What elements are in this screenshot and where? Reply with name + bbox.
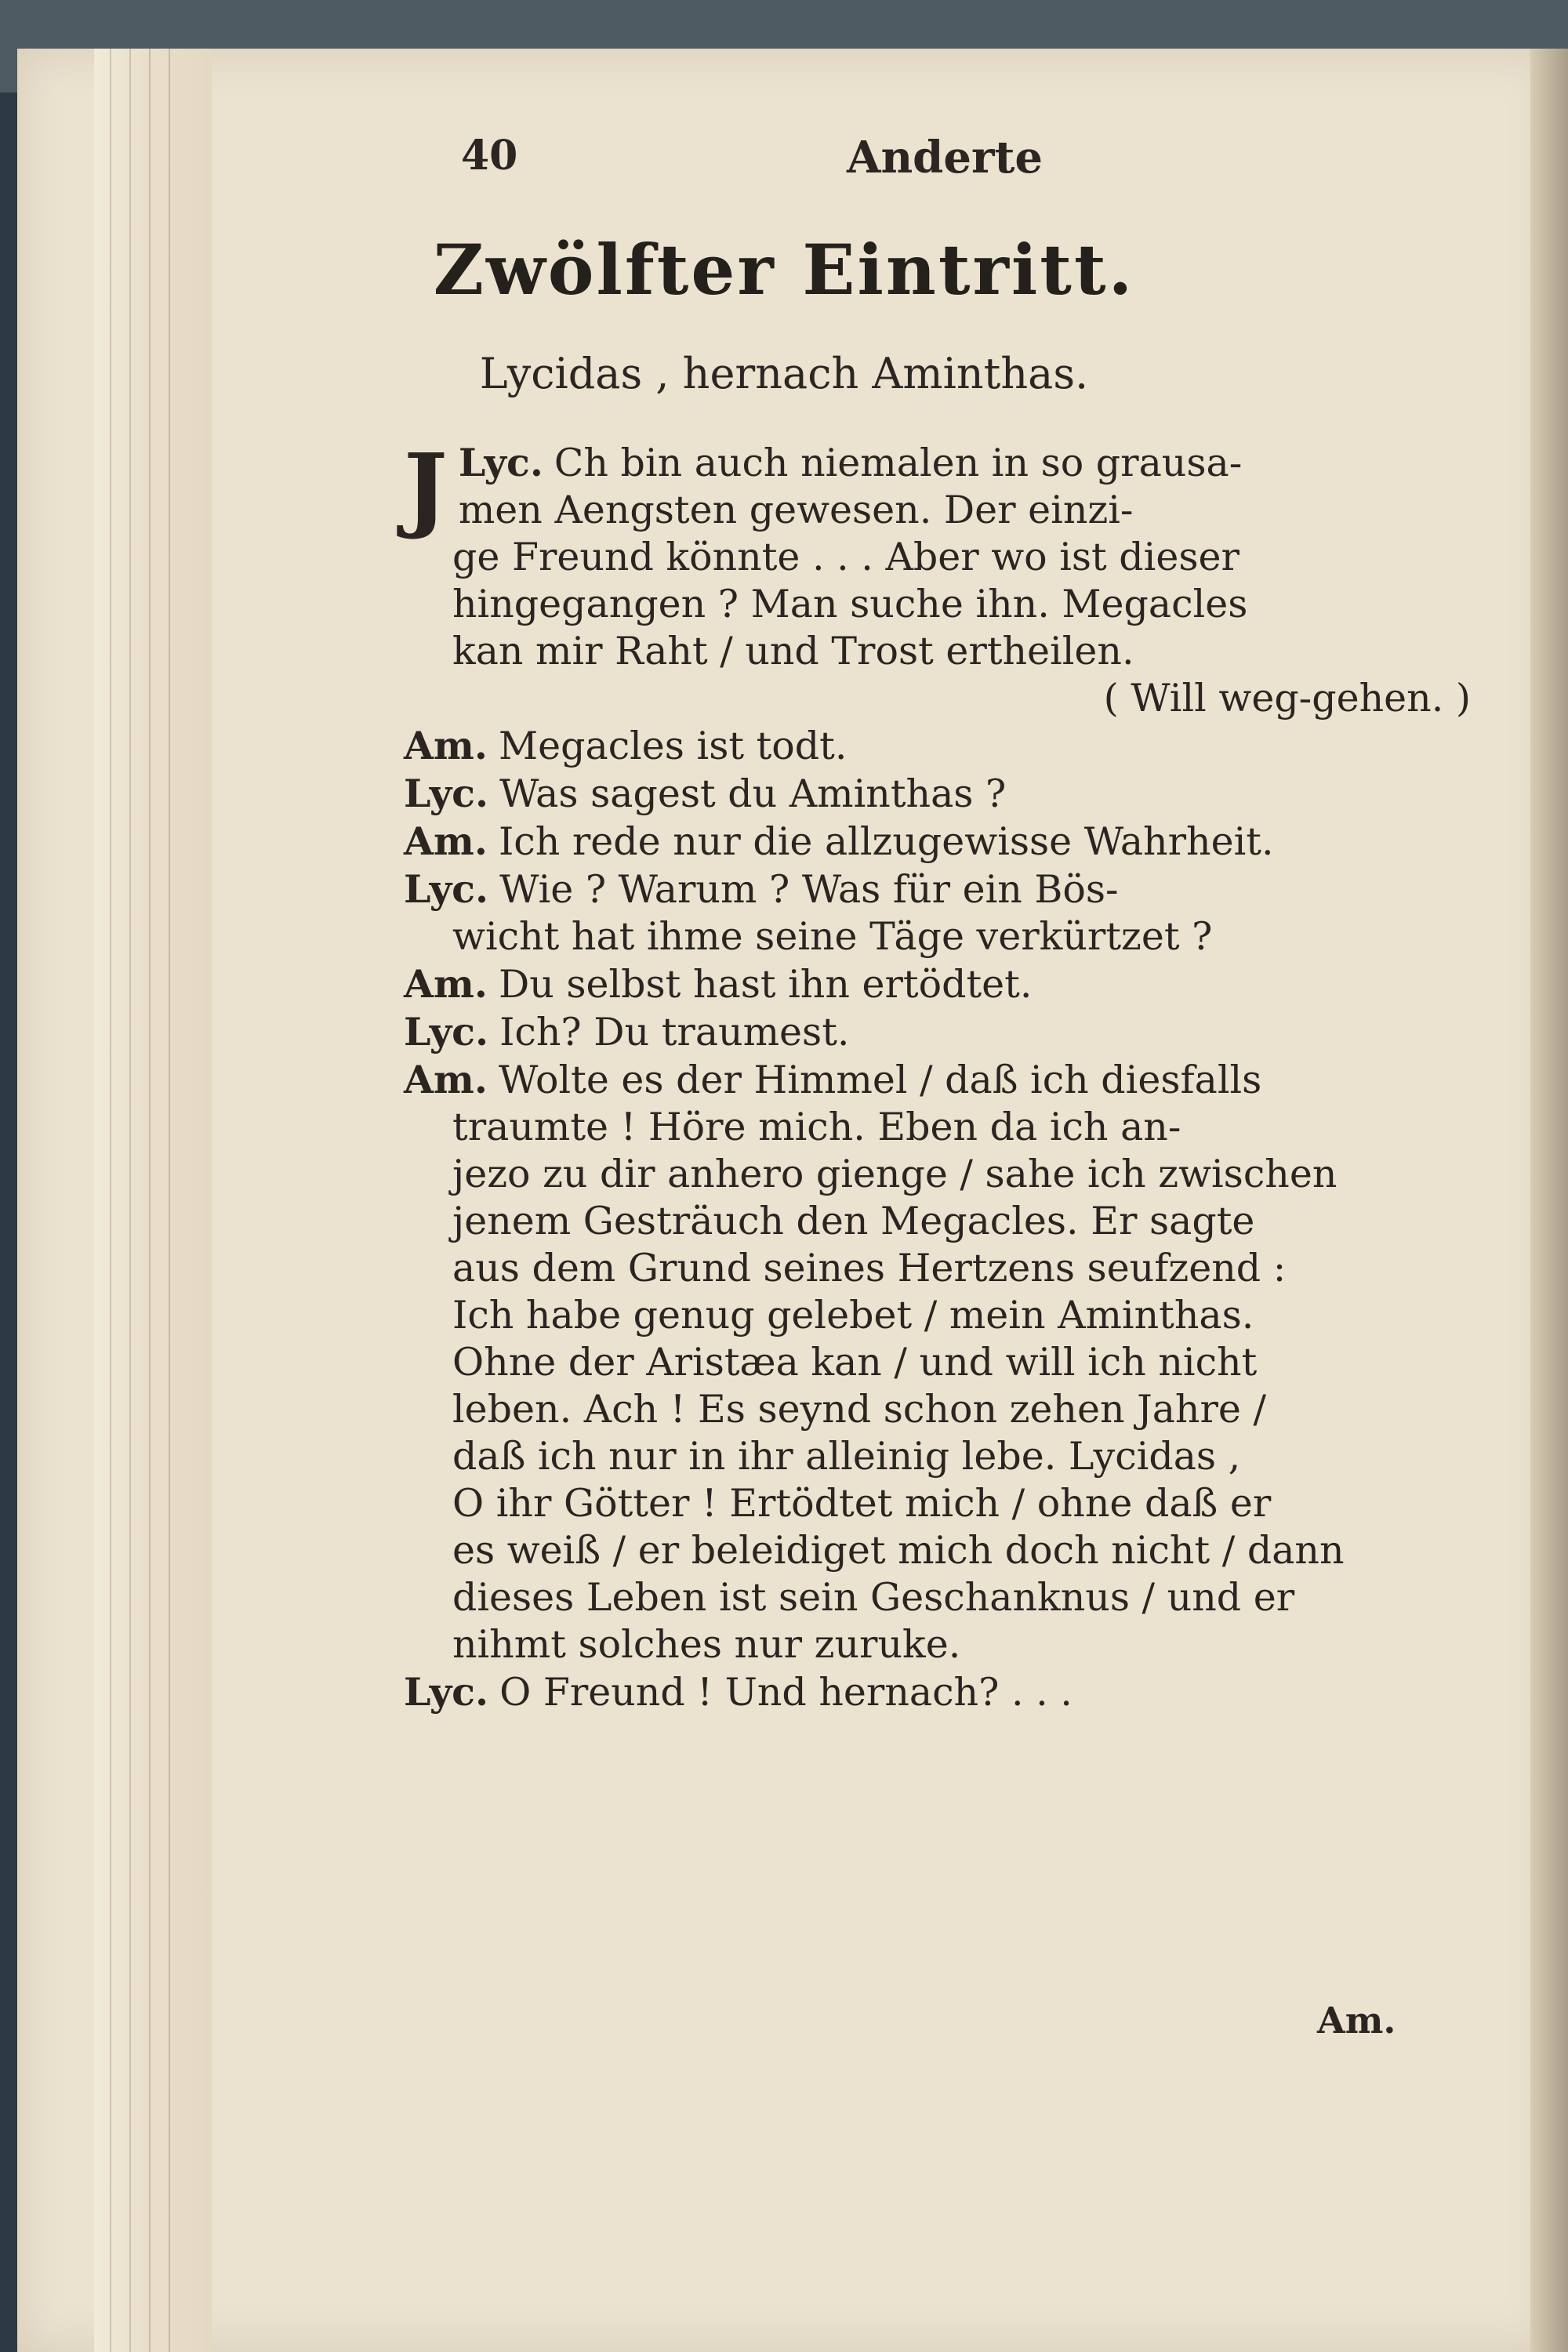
line-text: Wie ? Warum ? Was für ein Bös- — [499, 867, 1119, 912]
line-text: Ich? Du traumest. — [499, 1010, 850, 1054]
speech-block — [404, 722, 1474, 770]
line-text: aus dem Grund seines Hertzens seufzend : — [452, 1246, 1287, 1290]
speech-line — [404, 1008, 1474, 1056]
speaker-label: Am. — [404, 1057, 488, 1102]
speech-line — [404, 722, 1474, 770]
catchword: Am. — [1317, 1999, 1396, 2042]
speech-line — [404, 960, 1474, 1008]
line-text: men Aengsten gewesen. Der einzi- — [458, 488, 1134, 532]
speech-line — [404, 770, 1474, 818]
line-text: Was sagest du Aminthas ? — [499, 771, 1007, 816]
speech-block — [404, 433, 1474, 675]
speech-block — [404, 866, 1474, 960]
speech-block — [404, 1008, 1474, 1056]
scanner-backdrop — [0, 93, 17, 2352]
line-text: wicht hat ihme seine Täge verkürtzet ? — [452, 914, 1213, 959]
speech-line — [404, 628, 1474, 675]
speech-block — [404, 770, 1474, 818]
speech-line — [404, 1668, 1474, 1716]
speech-line — [404, 581, 1474, 628]
speaker-label: Lyc. — [404, 1009, 489, 1054]
line-text: es weiß / er beleidiget mich doch nicht / dann — [452, 1528, 1345, 1573]
speech-line — [404, 1104, 1474, 1151]
speech-line — [404, 1292, 1474, 1339]
speech-line — [404, 818, 1474, 866]
speech-line — [404, 1574, 1474, 1621]
speech-line — [404, 1339, 1474, 1386]
line-text: jenem Gesträuch den Megacles. Er sagte — [452, 1199, 1255, 1243]
speech-line — [404, 1245, 1474, 1292]
scene-title: Zwölfter Eintritt. — [433, 229, 1135, 310]
line-text: nihmt solches nur zuruke. — [452, 1622, 961, 1667]
speaker-label: Am. — [404, 723, 488, 768]
speech-line — [404, 1480, 1474, 1527]
speaker-label: Lyc. — [404, 866, 489, 912]
speech-line — [404, 487, 1474, 534]
speaker-label: Am. — [404, 961, 488, 1007]
line-text: O Freund ! Und hernach? . . . — [499, 1670, 1073, 1715]
line-text: kan mir Raht / und Trost ertheilen. — [452, 629, 1134, 673]
line-text: hingegangen ? Man suche ihn. Megacles — [452, 582, 1248, 626]
scene-cast: Lycidas , hernach Aminthas. — [479, 349, 1089, 398]
line-text: Wolte es der Himmel / daß ich diesfalls — [498, 1058, 1262, 1102]
line-text: Ch bin auch niemalen in so grausa- — [554, 441, 1243, 485]
line-text: traumte ! Höre mich. Eben da ich an- — [452, 1105, 1181, 1149]
speaker-label: Lyc. — [404, 1669, 489, 1715]
speech-line — [404, 1151, 1474, 1198]
speaker-label: Lyc. — [458, 440, 543, 485]
speech-line — [404, 1433, 1474, 1480]
line-text: Ohne der Aristæa kan / und will ich nicht — [452, 1340, 1258, 1385]
running-head — [0, 132, 1568, 194]
line-text: Megacles ist todt. — [498, 724, 848, 768]
speech-line — [404, 1527, 1474, 1574]
speech-line — [404, 1056, 1474, 1104]
line-text: O ihr Götter ! Ertödtet mich / ohne daß er — [452, 1481, 1272, 1526]
speech-block — [404, 818, 1474, 866]
dialogue-body — [404, 433, 1474, 1716]
line-text: leben. Ach ! Es seynd schon zehen Jahre / — [452, 1387, 1266, 1432]
line-text: dieses Leben ist sein Geschanknus / und er — [452, 1575, 1295, 1620]
speech-line — [404, 866, 1474, 913]
speech-line — [404, 1386, 1474, 1433]
speaker-label: Lyc. — [404, 771, 489, 816]
speech-line — [404, 1198, 1474, 1245]
stage-direction: ( Will weg-gehen. ) — [1103, 676, 1471, 720]
speech-line — [404, 534, 1474, 581]
speech-line — [404, 913, 1474, 960]
line-text: Du selbst hast ihn ertödtet. — [498, 962, 1033, 1007]
page-number: 40 — [461, 132, 518, 180]
speech-block — [404, 1668, 1474, 1716]
line-text: ge Freund könnte . . . Aber wo ist dieser — [452, 535, 1240, 579]
speech-line — [404, 1621, 1474, 1668]
line-text: Ich habe genug gelebet / mein Aminthas. — [452, 1293, 1254, 1338]
speech-block — [404, 960, 1474, 1008]
drop-cap: J — [404, 433, 448, 542]
line-text: daß ich nur in ihr alleinig lebe. Lycidas , — [452, 1434, 1241, 1479]
running-title: Anderte — [847, 132, 1043, 183]
speech-block — [404, 1056, 1474, 1668]
line-text: jezo zu dir anhero gienge / sahe ich zwischen — [452, 1152, 1338, 1196]
line-text: Ich rede nur die allzugewisse Wahrheit. — [498, 819, 1274, 864]
speaker-label: Am. — [404, 818, 488, 864]
